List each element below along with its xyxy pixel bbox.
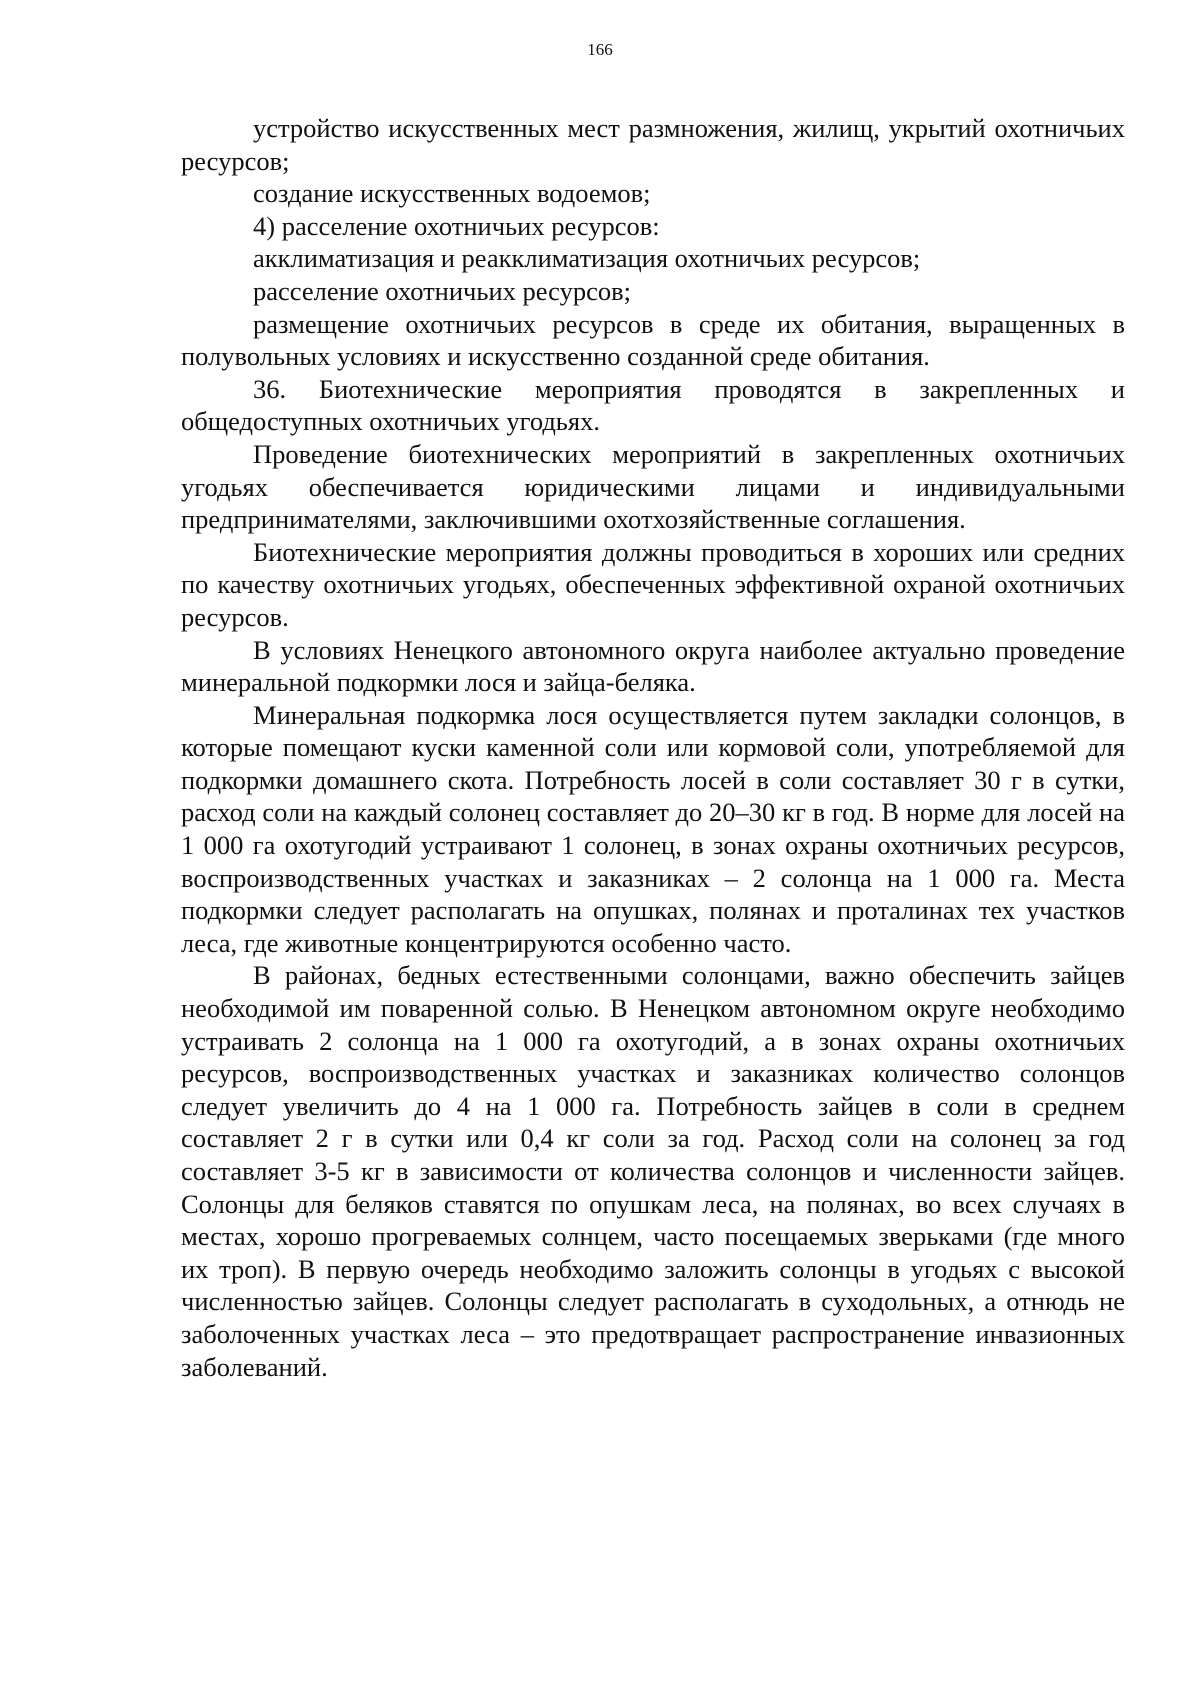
paragraph: В районах, бедных естественными солонцами, важно обеспечить зайцев необходимой им поваренной солью. В Ненецком автономном округе необходимо устраивать 2 солонца на 1 000 га охотугодий, а в зонах охраны охотничьих ресурсов, воспроизводственных участках и заказниках количество солонцов следует увеличить до 4 на 1 000 га. Потребность зайцев в соли в среднем составляет 2 г в сутки или 0,4 кг соли за год. Расход соли на солонец за год составляет 3-5 кг в зависимости от количества солонцов и численности зайцев. Солонцы для беляков ставятся по опушкам леса, на полянах, во всех случаях в местах, хорошо прогреваемых солнцем, часто посещаемых зверьками (где много их троп). В первую очередь необходимо заложить солонцы в угодьях с высокой численностью зайцев. Солонцы следует располагать в суходольных, а отнюдь не заболоченных участках леса – это предотвращает распространение инвазионных заболеваний. <box>181 960 1125 1382</box>
document-body <box>181 112 1125 1383</box>
paragraph: 4) расселение охотничьих ресурсов: <box>253 210 660 241</box>
paragraph: создание искусственных водоемов; <box>253 178 651 209</box>
paragraph: размещение охотничьих ресурсов в среде их обитания, выращенных в полувольных условиях и искусственно созданной среде обитания. <box>181 308 1125 372</box>
paragraph: В условиях Ненецкого автономного округа наиболее актуально проведение минеральной подкормки лося и зайца-беляка. <box>181 634 1125 698</box>
paragraph: расселение охотничьих ресурсов; <box>253 275 631 306</box>
paragraph: 36. Биотехнические мероприятия проводятся в закрепленных и общедоступных охотничьих угодьях. <box>181 373 1125 437</box>
paragraph: Проведение биотехнических мероприятий в закрепленных охотничьих угодьях обеспечивается юридическими лицами и индивидуальными предпринимателями, заключившими охотхозяйственные соглашения. <box>181 438 1125 535</box>
paragraph: устройство искусственных мест размножения, жилищ, укрытий охотничьих ресурсов; <box>181 113 1125 176</box>
page-number: 166 <box>587 40 613 59</box>
paragraph: акклиматизация и реакклиматизация охотничьих ресурсов; <box>253 243 921 274</box>
paragraph: Биотехнические мероприятия должны проводиться в хороших или средних по качеству охотничьих угодьях, обеспеченных эффективной охраной охотничьих ресурсов. <box>181 536 1125 632</box>
paragraph: Минеральная подкормка лося осуществляется путем закладки солонцов, в которые помещают куски каменной соли или кормовой соли, употребляемой для подкормки домашнего скота. Потребность лосей в соли составляет 30 г в сутки, расход соли на каждый солонец составляет до 20–30 кг в год. В норме для лосей на 1 000 га охотугодий устраивают 1 солонец, в зонах охраны охотничьих ресурсов, воспроизводственных участках и заказниках – 2 солонца на 1 000 га. Места подкормки следует располагать на опушках, полянах и проталинах тех участков леса, где животные концентрируются особенно часто. <box>181 699 1125 958</box>
